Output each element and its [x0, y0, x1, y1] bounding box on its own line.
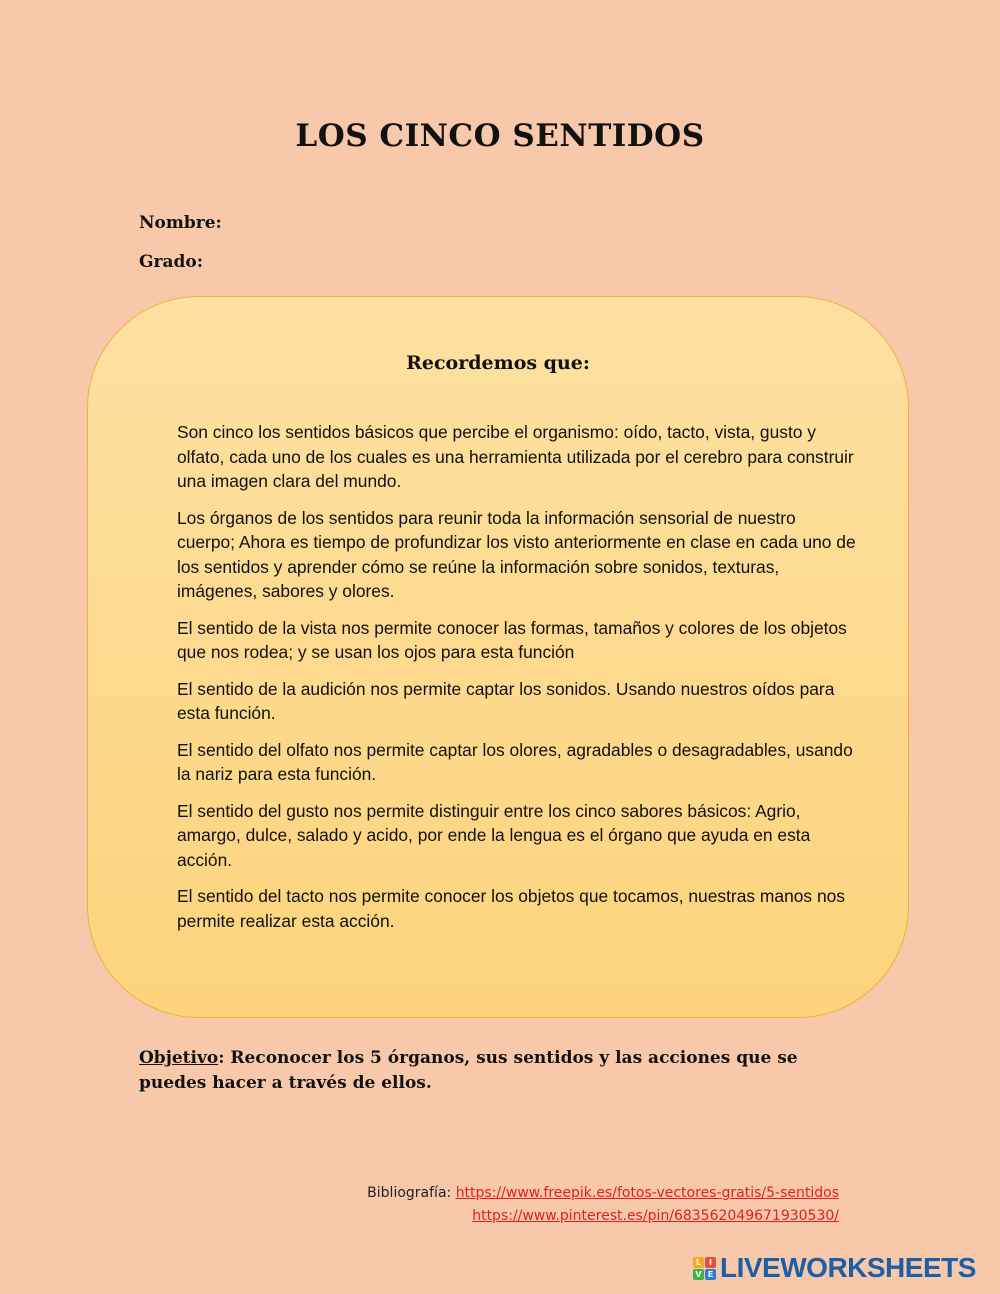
logo-text: LIVEWORKSHEETS — [720, 1252, 976, 1283]
logo-letter: I — [705, 1257, 716, 1268]
liveworksheets-logo[interactable] — [693, 1252, 976, 1284]
grado-label: Grado: — [139, 252, 203, 272]
page-title: LOS CINCO SENTIDOS — [295, 118, 705, 154]
bibliografia — [367, 1182, 839, 1228]
bibliografia-label: Bibliografía: — [367, 1185, 456, 1201]
freepik-link[interactable]: https://www.freepik.es/fotos-vectores-gratis/5-sentidos — [455, 1185, 839, 1201]
paragraph: Son cinco los sentidos básicos que percibe el organismo: oído, tacto, vista, gusto y olfato, cada uno de los cuales es una herramienta utilizada por el cerebro para construir una imagen clara del mundo. — [177, 422, 854, 491]
objetivo — [139, 1046, 819, 1096]
paragraph: El sentido de la vista nos permite conocer las formas, tamaños y colores de los objetos que nos rodea; y se usan los ojos para esta función — [177, 617, 847, 662]
paragraph: Los órganos de los sentidos para reunir toda la información sensorial de nuestro cuerpo; Ahora es tiempo de profundizar los visto anteriormente en clase en cada uno de los sentidos y aprender cómo se reúne la información sobre sonidos, texturas, imágenes, sabores y olores. — [177, 507, 856, 601]
objetivo-label: Objetivo — [139, 1048, 219, 1068]
card-paragraphs — [177, 420, 857, 945]
logo-letter: V — [693, 1269, 704, 1280]
paragraph: El sentido del olfato nos permite captar los olores, agradables o desagradables, usando la nariz para esta función. — [177, 739, 853, 784]
nombre-label: Nombre: — [139, 213, 222, 233]
recordemos-card — [87, 296, 909, 1018]
paragraph: El sentido de la audición nos permite captar los sonidos. Usando nuestros oídos para esta función. — [177, 678, 835, 723]
logo-letter: E — [705, 1269, 716, 1280]
logo-letter: L — [693, 1257, 704, 1268]
card-title: Recordemos que: — [406, 352, 590, 374]
pinterest-link[interactable]: https://www.pinterest.es/pin/683562049671930530/ — [472, 1208, 839, 1224]
paragraph: El sentido del tacto nos permite conocer los objetos que tocamos, nuestras manos nos permite realizar esta acción. — [177, 886, 845, 931]
logo-mark-icon — [693, 1257, 716, 1280]
objetivo-text: : Reconocer los 5 órganos, sus sentidos y las acciones que se puedes hacer a través de ellos. — [139, 1048, 798, 1093]
paragraph: El sentido del gusto nos permite distinguir entre los cinco sabores básicos: Agrio, amargo, dulce, salado y acido, por ende la lengua es el órgano que ayuda en esta acción. — [177, 800, 811, 870]
